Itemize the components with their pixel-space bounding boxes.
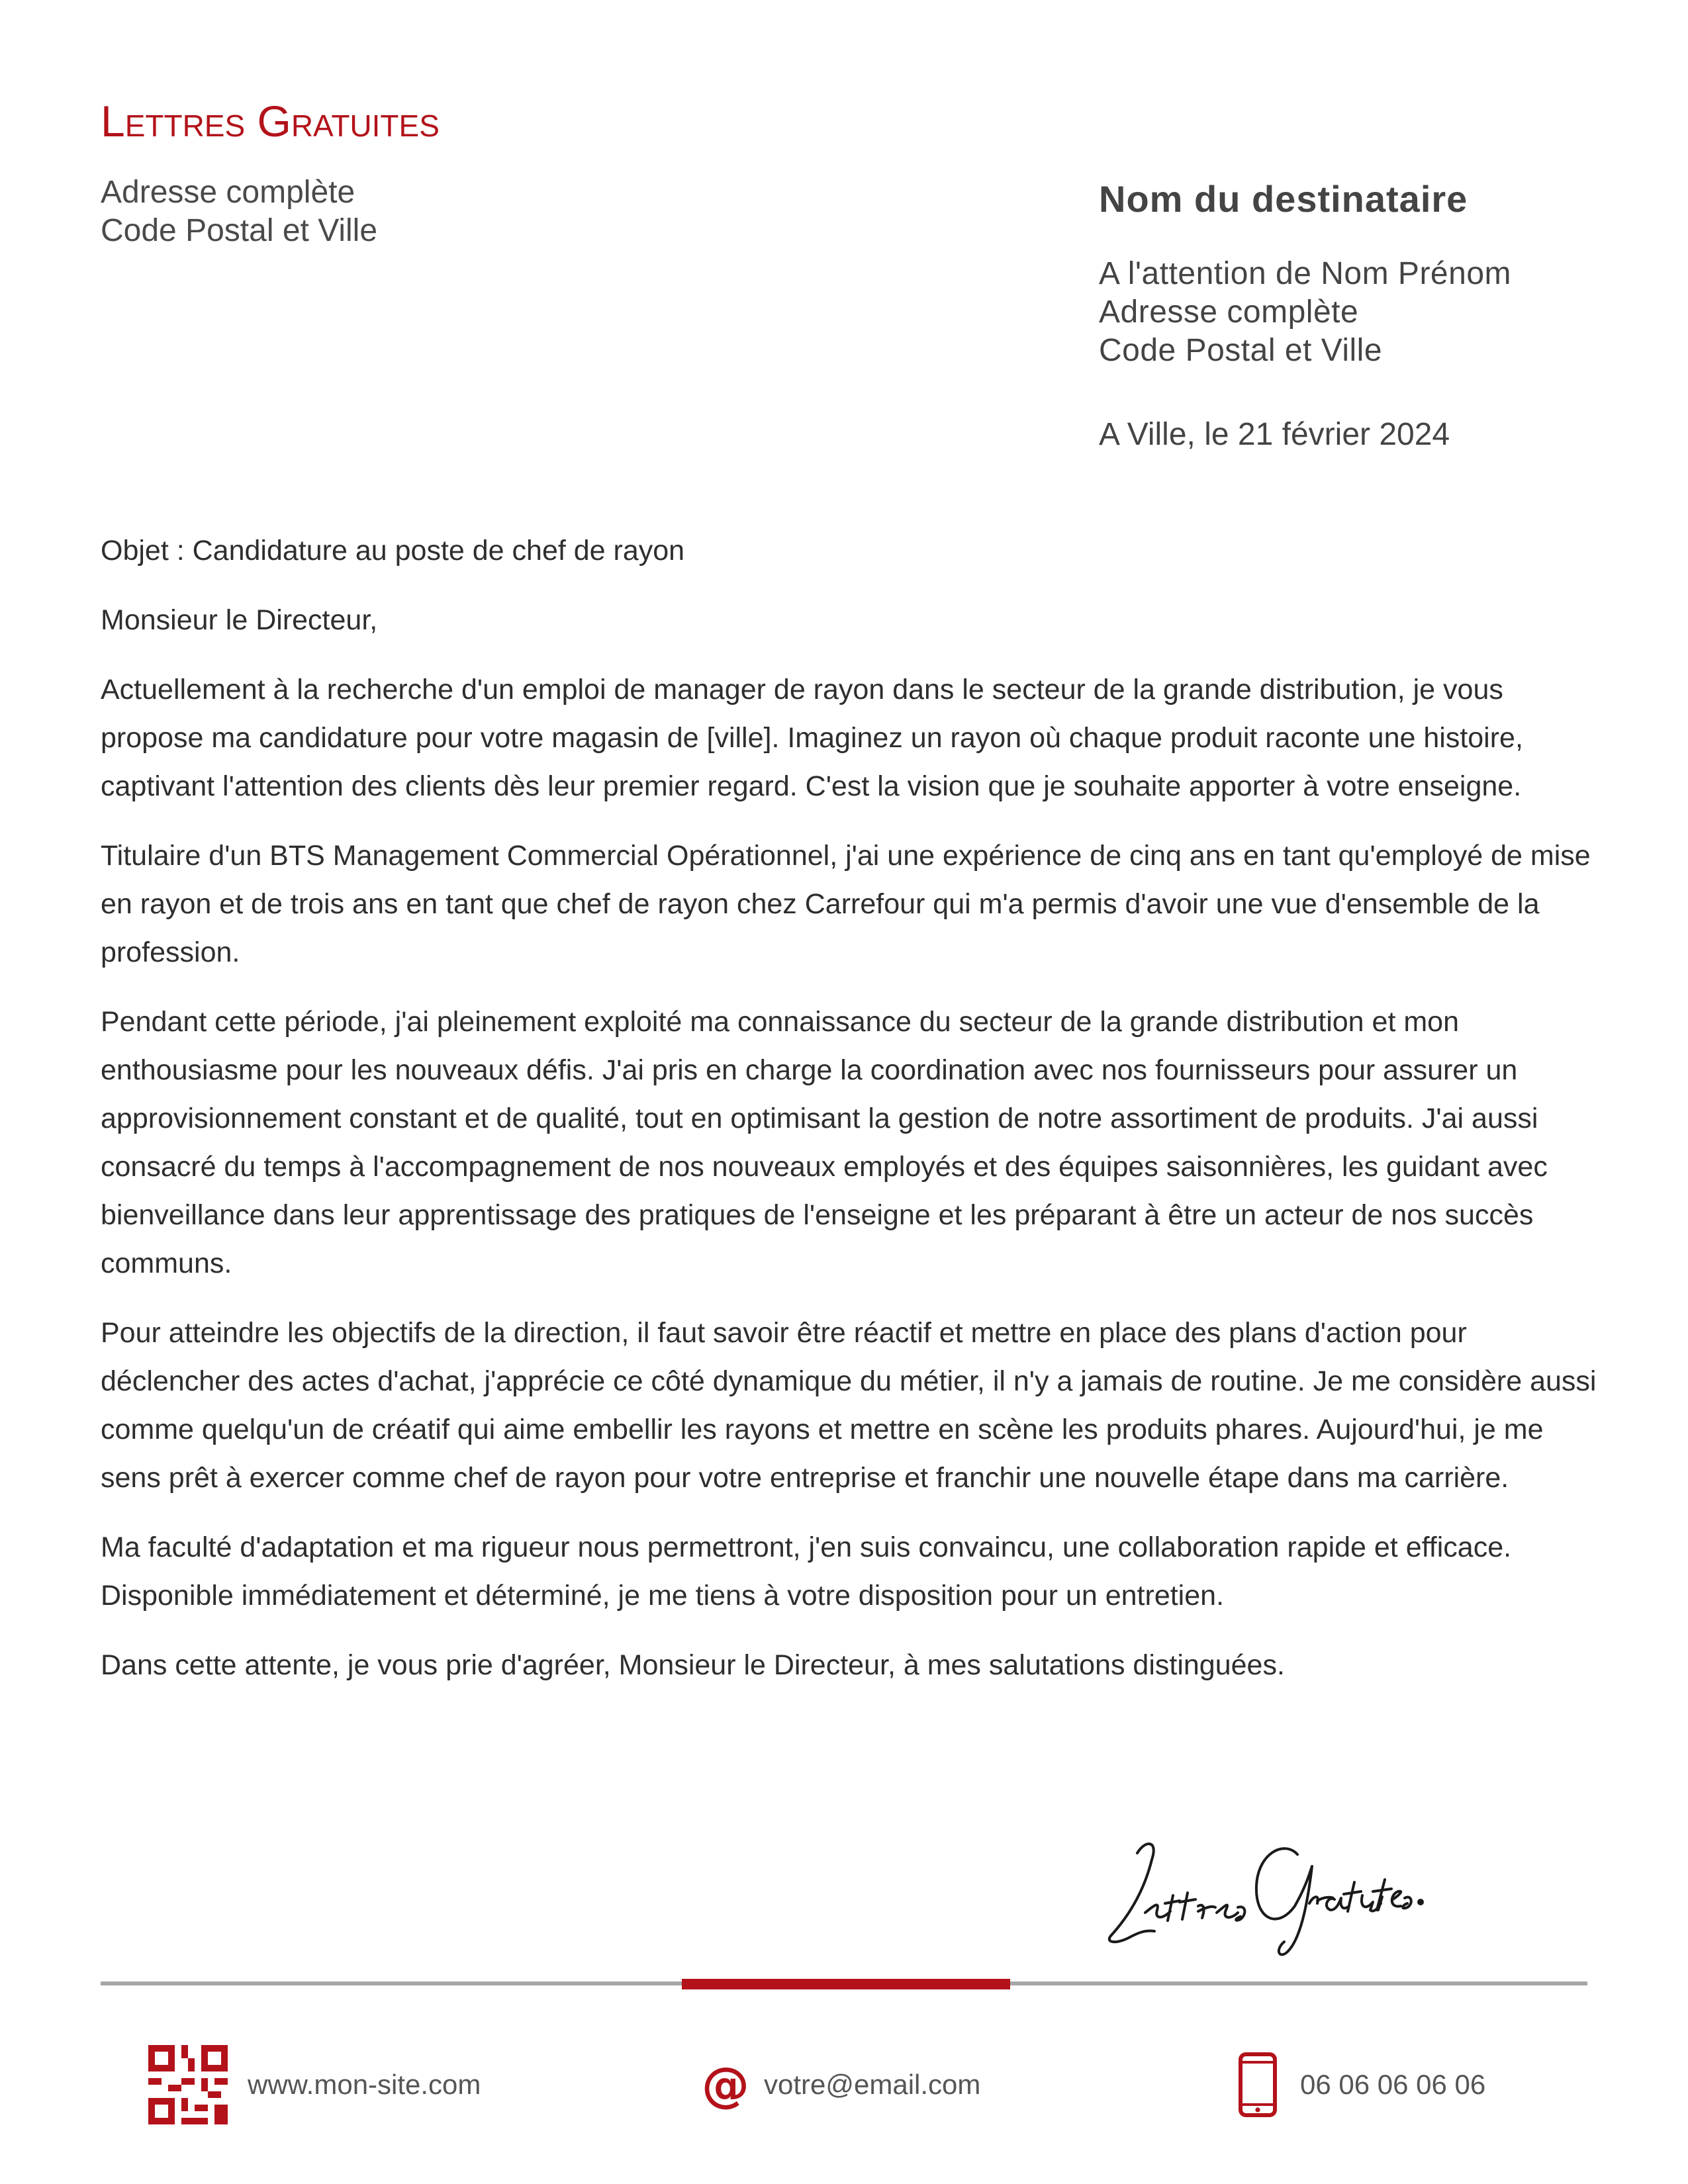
sender-address <box>101 173 377 250</box>
sender-address-line: Adresse complète <box>101 175 355 210</box>
letter-paragraph: Ma faculté d'adaptation et ma rigueur nous permettront, j'en suis convaincu, une collaboration rapide et efficace. Disponible immédiatement et déterminé, je me tiens à votre disposition pour un entretien. <box>101 1531 1512 1612</box>
letter-paragraph: Actuellement à la recherche d'un emploi de manager de rayon dans le secteur de la grande distribution, je vous propose ma candidature pour votre magasin de [ville]. Imaginez un rayon où chaque produit raconte une histoire, captivant l'attention des clients dès leur premier regard. C'est la vision que je souhaite apporter à votre enseigne. <box>101 674 1523 802</box>
recipient-name: Nom du destinataire <box>1099 178 1468 220</box>
phone-text: 06 06 06 06 06 <box>1300 2069 1486 2100</box>
handwritten-signature <box>1099 1813 1443 1959</box>
recipient-block <box>1099 177 1511 453</box>
sender-name: Lettres Gratuites <box>101 97 440 146</box>
qr-code-icon <box>148 2045 228 2124</box>
at-sign-icon: @ <box>702 2057 749 2113</box>
letter-closing: Dans cette attente, je vous prie d'agréer, Monsieur le Directeur, à mes salutations distinguées. <box>101 1649 1285 1681</box>
sender-postal-line: Code Postal et Ville <box>101 213 378 248</box>
letter-body <box>101 527 1597 1711</box>
recipient-address-line: Adresse complète <box>1099 295 1359 330</box>
footer-website <box>148 2045 481 2124</box>
letter-paragraph: Titulaire d'un BTS Management Commercial Opérationnel, j'ai une expérience de cinq ans en tant qu'employé de mise en rayon et de trois ans en tant que chef de rayon chez Carrefour qui m'a permis d'avoir une vue d'ensemble de la profession. <box>101 840 1591 968</box>
website-text: www.mon-site.com <box>248 2069 481 2100</box>
email-text: votre@email.com <box>764 2069 981 2100</box>
recipient-postal-line: Code Postal et Ville <box>1099 333 1383 368</box>
recipient-attention: A l'attention de Nom Prénom <box>1099 256 1511 291</box>
footer-phone <box>1238 2045 1485 2124</box>
place-date: A Ville, le 21 février 2024 <box>1099 417 1450 452</box>
footer-accent-bar <box>682 1979 1010 1989</box>
letter-subject: Objet : Candidature au poste de chef de rayon <box>101 535 685 567</box>
letter-salutation: Monsieur le Directeur, <box>101 604 378 636</box>
letter-paragraph: Pendant cette période, j'ai pleinement exploité ma connaissance du secteur de la grande distribution et mon enthousiasme pour les nouveaux défis. J'ai pris en charge la coordination avec nos fournisseurs pour assurer un approvisionnement constant et de qualité, tout en optimisant la gestion de notre assortiment de produits. J'ai aussi consacré du temps à l'accompagnement de nos nouveaux employés et des équipes saisonnières, les guidant avec bienveillance dans leur apprentissage des pratiques de l'enseigne et les préparant à être un acteur de nos succès communs. <box>101 1006 1548 1279</box>
footer-email <box>702 2045 980 2124</box>
letter-paragraph: Pour atteindre les objectifs de la direction, il faut savoir être réactif et mettre en place des plans d'action pour déclencher des actes d'achat, j'apprécie ce côté dynamique du métier, il n'y a jamais de routine. Je me considère aussi comme quelqu'un de créatif qui aime embellir les rayons et mettre en scène les produits phares. Aujourd'hui, je me sens prêt à exercer comme chef de rayon pour votre entreprise et franchir une nouvelle étape dans ma carrière. <box>101 1317 1597 1494</box>
mobile-phone-icon <box>1238 2052 1278 2118</box>
